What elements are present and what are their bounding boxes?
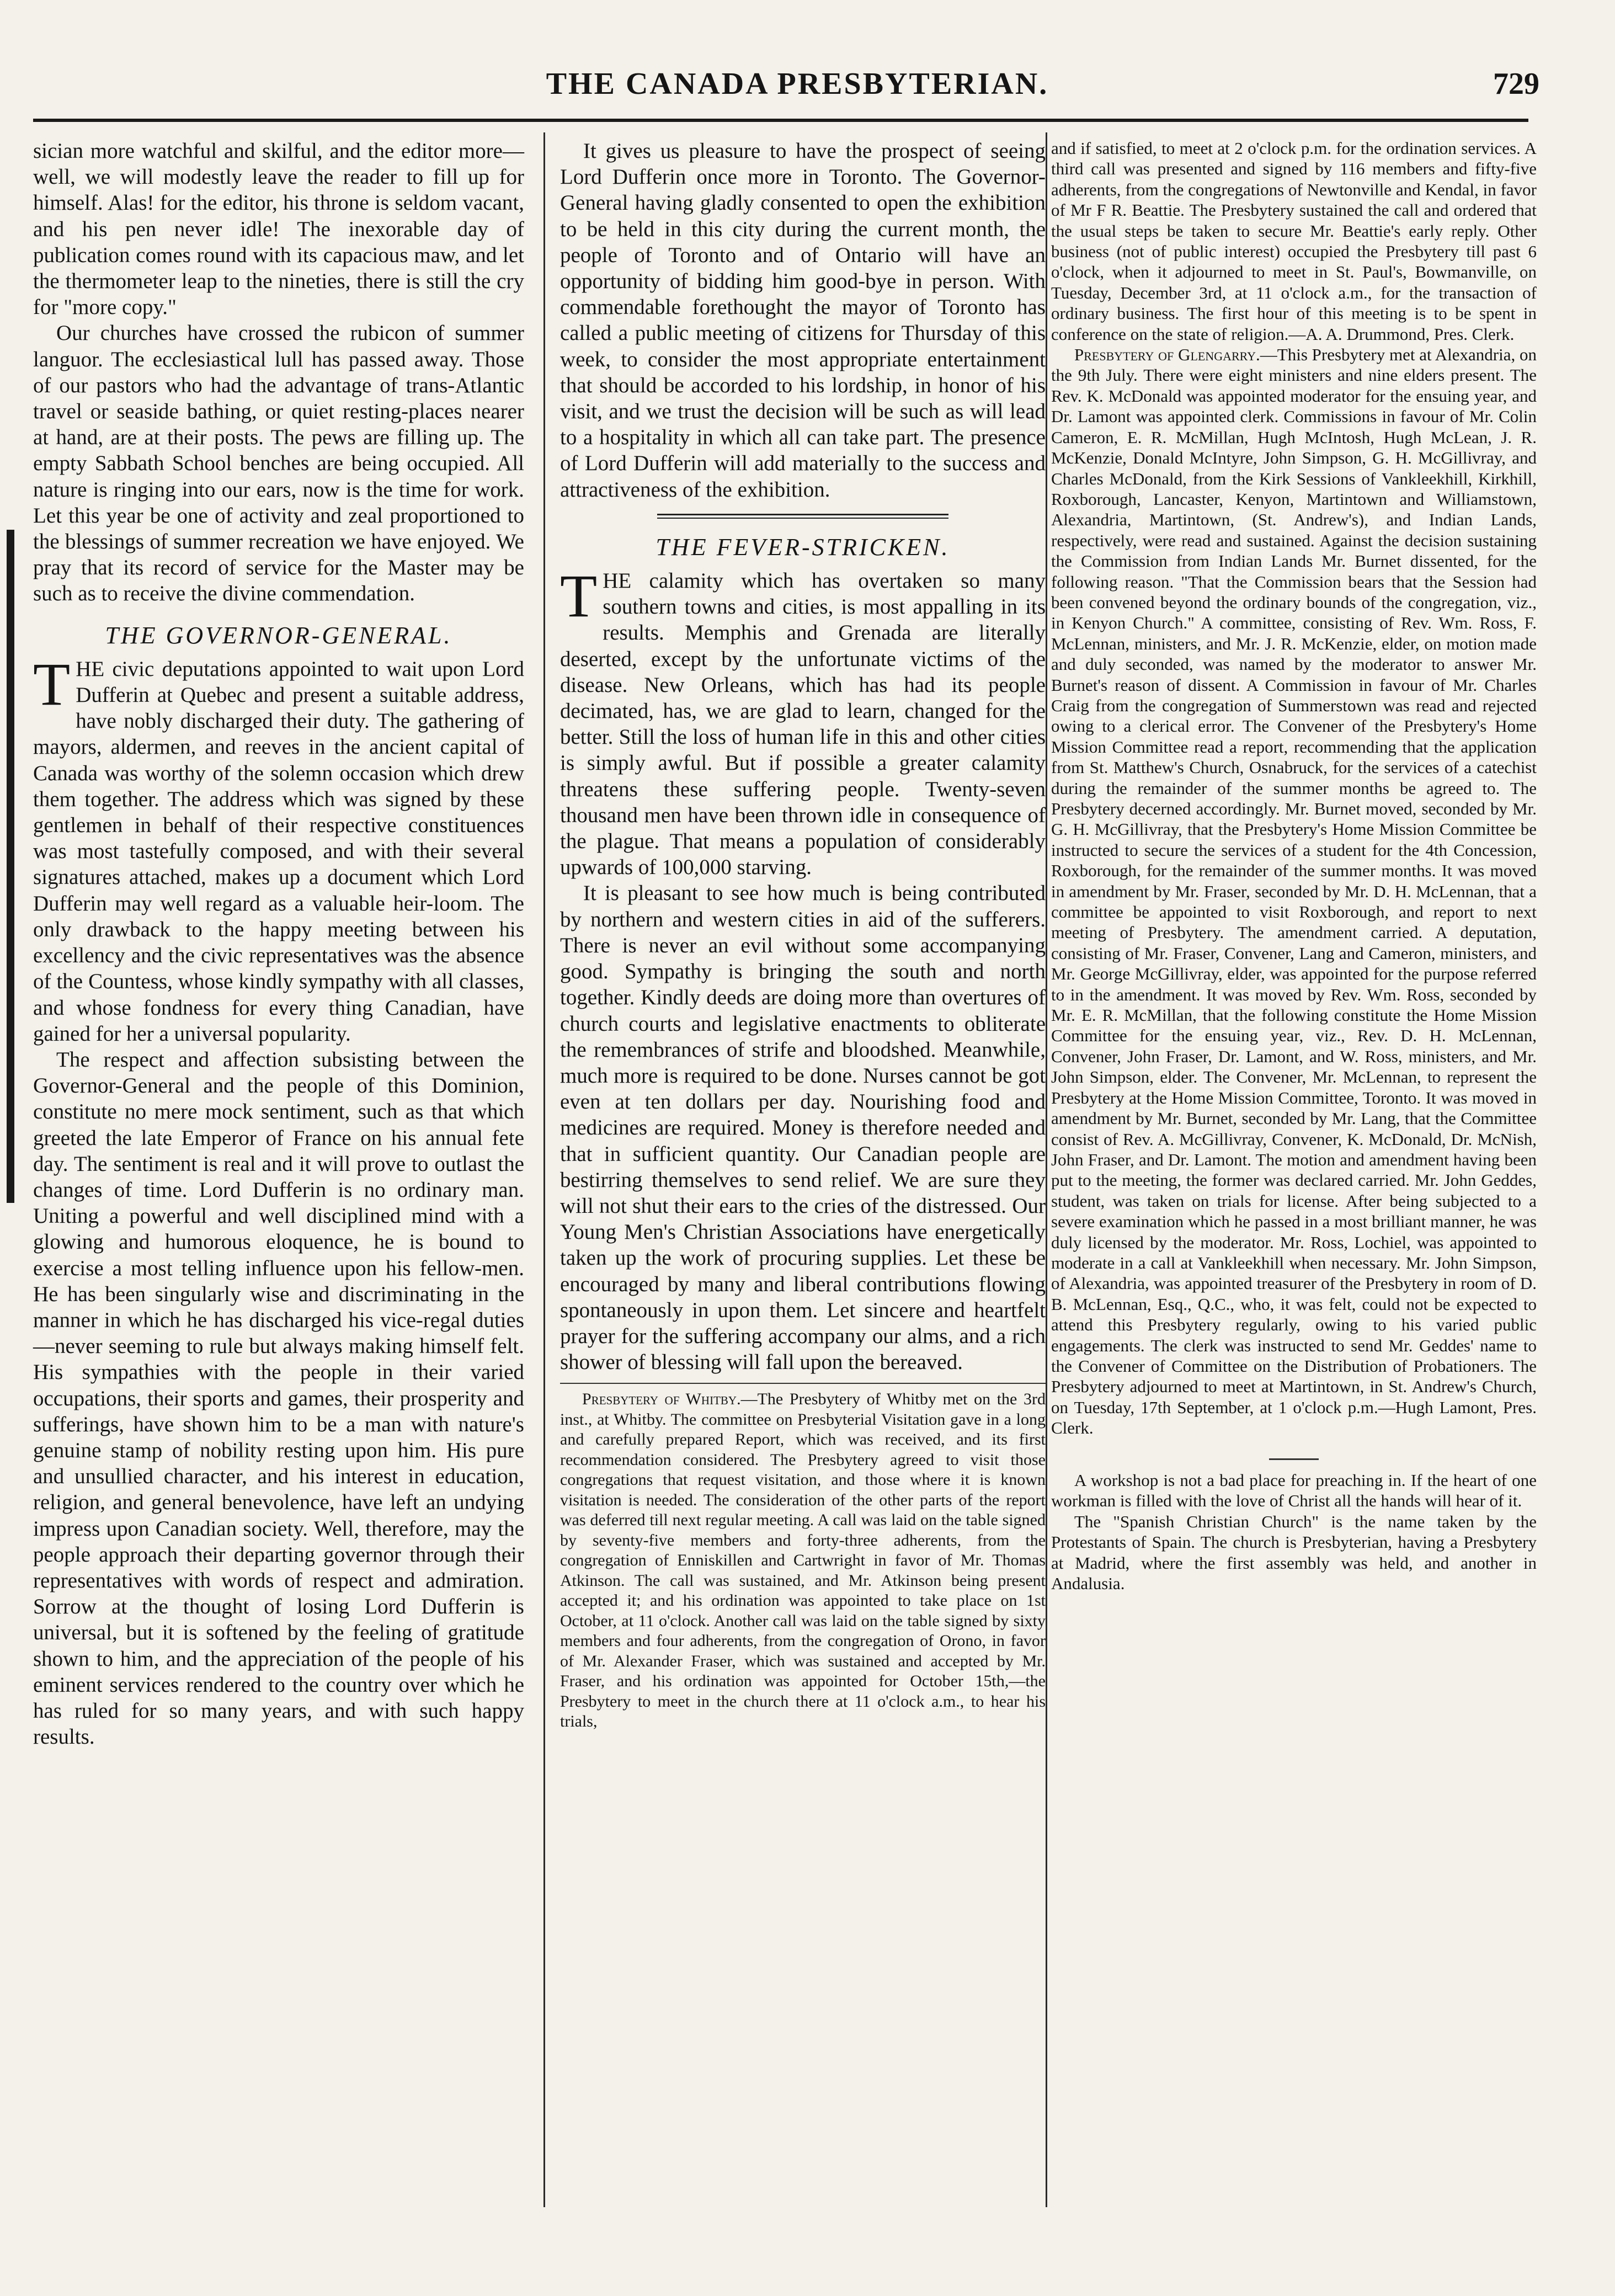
col2-paragraph-2-text: HE calamity which has overtaken so many southern towns and cities, is most appalling in its results. Memphis and Grenada are literally deserted, except by the unfortunate victims of the disease. New Orleans, which has had its people decimated, has, we are glad to learn, changed for the better. Still the loss of human life in this and other cities is simply awful. But if possible a greater calamity threatens these suffering people. Twenty-seven thousand men have been thrown idle in consequence of the plague. That means a population of considerably upwards of 100,000 starving. — [560, 569, 1046, 880]
col1-paragraph-1: sician more watchful and skilful, and the editor more—well, we will modestly leave the reader to fill up for himself. Alas! for the editor, his throne is seldom vacant, and his pen never idle! The inexorable day of publication comes round with its capacious maw, and let the thermometer leap to the nineties, there is still the cry for "more copy." — [33, 139, 524, 319]
dropcap-t: T — [33, 650, 71, 718]
column-3 — [1051, 138, 1537, 1594]
masthead-title: THE CANADA PRESBYTERIAN. — [546, 67, 1049, 101]
col1-paragraph-2: Our churches have crossed the rubicon of summer languor. The ecclesiastical lull has passed away. Those of our pastors who had the advantage of trans-Atlantic travel or seaside bathing, or quiet resting-places nearer at hand, are at their posts. The pews are filling up. The empty Sabbath School benches are being occupied. All nature is ringing into our ears, now is the time for work. Let this year be one of activity and zeal proportioned to the blessings of summer recreation we have enjoyed. We pray that its record of service for the Master may be such as to receive the divine commendation. — [33, 321, 524, 606]
col3-paragraph-3: A workshop is not a bad place for preaching in. If the heart of one workman is filled with the love of Christ all the hands will hear of it. — [1051, 1471, 1537, 1511]
col3-paragraph-1: and if satisfied, to meet at 2 o'clock p.m. for the ordination services. A third call was presented and signed by 116 members and fifty-five adherents, from the congregations of Newtonville and Kendal, in favor of Mr F R. Beattie. The Presbytery sustained the call and ordered that the usual steps be taken to secure Mr. Beattie's early reply. Other business (not of public interest) occupied the Presbytery till past 6 o'clock, when it adjourned to meet in St. Paul's, Bowmanville, on Tuesday, December 3rd, at 11 o'clock a.m., for the transaction of ordinary business. The first hour of this meeting is to be spent in conference on the state of religion.—A. A. Drummond, Pres. Clerk. — [1051, 138, 1537, 344]
page-header — [33, 66, 1561, 121]
column-divider-2 — [1046, 132, 1047, 2207]
page-number: 729 — [1493, 67, 1539, 101]
column-2 — [560, 138, 1046, 1732]
col2-paragraph-2 — [560, 562, 1046, 880]
section-double-rule — [657, 514, 948, 519]
col2-paragraph-3: It is pleasant to see how much is being contributed by northern and western cities in aid of the sufferers. There is never an evil without some accompanying good. Sympathy is bringing the south and north together. Kindly deeds are doing more than overtures of church courts and legislative enactments to obliterate the remembrances of strife and bloodshed. Meanwhile, much more is required to be done. Nurses cannot be got even at ten dollars per day. Nourishing food and medicines are required. Money is therefore needed and that in sufficient quantity. Our Canadian people are bestirring themselves to send relief. We are sure they will not shut their ears to the cries of the distressed. Our Young Men's Christian Associations have energetically taken up the work of procuring supplies. Let these be encouraged by many and liberal contributions flowing spontaneously in upon them. Let sincere and heartfelt prayer for the suffering accompany our alms, and a rich shower of blessing will fall upon the bereaved. — [560, 881, 1046, 1375]
col1-paragraph-3 — [33, 650, 524, 1047]
governor-general-heading: THE GOVERNOR-GENERAL. — [105, 621, 452, 649]
header-rule — [33, 119, 1528, 122]
dropcap-t-2: T — [560, 562, 598, 630]
whitby-text: —The Presbytery of Whitby met on the 3rd inst., at Whitby. The committee on Presbyterial Visitation gave in a long and carefully prepared Report, which was received, and its first recommendation considered. The Presbytery agreed to visit those congregations that request visitation, and those where it is known visitation is needed. The consideration of the other parts of the report was deferred till next regular meeting. A call was laid on the table signed by seventy-five members and forty-three adherents, from the congregation of Enniskillen and Cartwright in favor of Mr. Thomas Atkinson. The call was sustained, and Mr. Atkinson being present accepted it; and his ordination was appointed to take place on 1st October, at 11 o'clock. Another call was laid on the table signed by sixty members and four adherents, from the congregation of Orono, in favor of Mr. Alexander Fraser, which was sustained and accepted by Mr. Fraser, and his ordination was appointed for October 15th,—the Presbytery to meet in the church there at 11 o'clock a.m., to hear his trials, — [560, 1390, 1046, 1731]
column-1 — [33, 138, 524, 1750]
col1-paragraph-4: The respect and affection subsisting between the Governor-General and the people of this Dominion, constitute no mere mock sentiment, such as that which greeted the late Emperor of France on his annual fete day. The sentiment is real and it will prove to outlast the changes of time. Lord Dufferin is no ordinary man. Uniting a powerful and well disciplined mind with a glowing and humorous eloquence, he is bound to exercise a most telling influence upon his fellow-men. He has been singularly wise and discriminating in the manner in which he has discharged his vice-regal duties—never seeming to rule but always making himself felt. His sympathies with the people in their varied occupations, their sports and games, their prosperity and sufferings, have shown him to be a man with nature's genuine stamp of nobility resting upon him. His pure and unsullied character, and his interest in education, religion, and general benevolence, have left an undying impress upon Canadian society. Well, therefore, may the people approach their departing governor through their representatives with words of respect and admiration. Sorrow at the thought of losing Lord Dufferin is universal, but it is softened by the feeling of gratitude shown to him, and the appreciation of the people of his eminent services rendered to the country over which he has ruled for so many years, and with such happy results. — [33, 1047, 524, 1749]
whitby-lead: Presbytery of Whitby. — [582, 1390, 741, 1409]
col3-paragraph-4: The "Spanish Christian Church" is the name taken by the Protestants of Spain. The church is Presbyterian, having a Presbytery at Madrid, where the first assembly was held, and another in Andalusia. — [1051, 1511, 1537, 1594]
fever-stricken-heading: THE FEVER-STRICKEN. — [655, 533, 950, 561]
margin-bar-mark — [7, 530, 14, 1203]
col1-paragraph-3-text: HE civic deputations appointed to wait upon Lord Dufferin at Quebec and present a suitable address, have nobly discharged their duty. The gathering of mayors, aldermen, and reeves in the ancient capital of Canada was worthy of the solemn occasion which drew them together. The address which was signed by these gentlemen in behalf of their respective constituences was most tastefully composed, and with their several signatures attached, makes up a document which Lord Dufferin may well regard as a valuable heir-loom. The only drawback to the happy meeting between his excellency and the civic representatives was the absence of the Countess, whose kindly sympathy with all classes, and whose fondness for every thing Canadian, have gained for her a universal popularity. — [33, 657, 524, 1046]
column-divider-1 — [543, 132, 545, 2207]
col2-paragraph-1: It gives us pleasure to have the prospect of seeing Lord Dufferin once more in Toronto. The Governor-General having gladly consented to open the exhibition to be held in this city during the current month, the people of Toronto and of Ontario will have an opportunity of bidding him good-bye in person. With commendable forethought the mayor of Toronto has called a public meeting of citizens for Thursday of this week, to consider the most appropriate entertainment that should be accorded to his lordship, in honor of his visit, and we trust the decision will be such as will lead to a hospitality in which all can take part. The presence of Lord Dufferin will add materially to the success and attractiveness of the exhibition. — [560, 139, 1046, 502]
glengarry-text: —This Presbytery met at Alexandria, on the 9th July. There were eight ministers and nine elders present. The Rev. K. McDonald was appointed moderator for the ensuing year, and Dr. Lamont was appointed clerk. Commissions in favour of Mr. Colin Cameron, E. R. McMillan, Hugh McIntosh, Hugh McLean, J. R. McKenzie, Donald McIntyre, John Simpson, G. H. McGillivray, and Charles McDonald, from the Kirk Sessions of Vankleekhill, Kirkhill, Roxborough, Lancaster, Kenyon, Martintown and Williamstown, Alexandria, Martintown, (St. Andrew's), and Indian Lands, respectively, were read and sustained. Against the decision sustaining the Commission from Indian Lands Mr. Burnet dissented, for the following reason. "That the Commission bears that the Session had been convened beyond the ordinary bounds of the congregation, viz., in Kenyon Church." A committee, consisting of Rev. Wm. Ross, F. McLennan, ministers, and Mr. J. R. McKenzie, elder, on motion made and duly seconded, was named by the moderator to answer Mr. Burnet's reason of dissent. A Commission in favour of Mr. Charles Craig from the congregation of Summerstown was read and rejected owing to a clerical error. The Convener of the Presbytery's Home Mission Committee read a report, recommending that the application from St. Matthew's Church, Osnabruck, for the services of a catechist during the remainder of the summer months be agreed to. The Presbytery decerned accordingly. Mr. Burnet moved, seconded by Mr. G. H. McGillivray, that the Presbytery's Home Mission Committee be instructed to secure the services of a student for the 4th Concession, Roxborough, for the remainder of the summer months. It was moved in amendment by Mr. Fraser, seconded by Mr. D. H. McLennan, that a committee be appointed to visit Roxborough, and report to next meeting of Presbytery. The amendment carried. A deputation, consisting of Mr. Fraser, Convener, Lang and Cameron, ministers, and Mr. George McGillivray, elder, was appointed for the purpose referred to in the amendment. It was moved by Rev. Wm. Ross, seconded by Mr. E. R. McMillan, that the following constitute the Home Mission Committee for the ensuing year, viz., Rev. D. H. McLennan, Convener, John Fraser, Dr. Lamont, and W. Ross, ministers, and Mr. John Simpson, elder. The Convener, Mr. McLennan, to represent the Presbytery at the Home Mission Committee, Toronto. It was moved in amendment by Mr. Burnet, seconded by Mr. Lang, that the Committee consist of Rev. A. McGillivray, Convener, K. McDonald, Dr. McNish, John Fraser, and Dr. Lamont. The motion and amendment having been put to the meeting, the former was declared carried. Mr. John Geddes, student, was taken on trials for license. After being subjected to a severe examination which he passed in a most brilliant manner, he was duly licensed by the moderator. Mr. Ross, Lochiel, was appointed to moderate in a call at Vankleekhill when necessary. Mr. John Simpson, of Alexandria, was appointed treasurer of the Presbytery in room of D. B. McLennan, Esq., Q.C., who, it was felt, could not be expected to attend this Presbytery regularly, owing to his varied public engagements. The clerk was instructed to send Mr. Geddes' name to the Convener of Committee on the Distribution of Probationers. The Presbytery adjourned to meet at Martintown, in St. Andrew's Church, on Tuesday, 17th September, at 1 o'clock p.m.—Hugh Lamont, Pres. Clerk. — [1051, 345, 1537, 1438]
whitby-report — [560, 1389, 1046, 1732]
glengarry-lead: Presbytery of Glengarry. — [1074, 345, 1260, 365]
separator-ornament — [1051, 1444, 1537, 1464]
column-rule — [560, 1383, 1046, 1384]
